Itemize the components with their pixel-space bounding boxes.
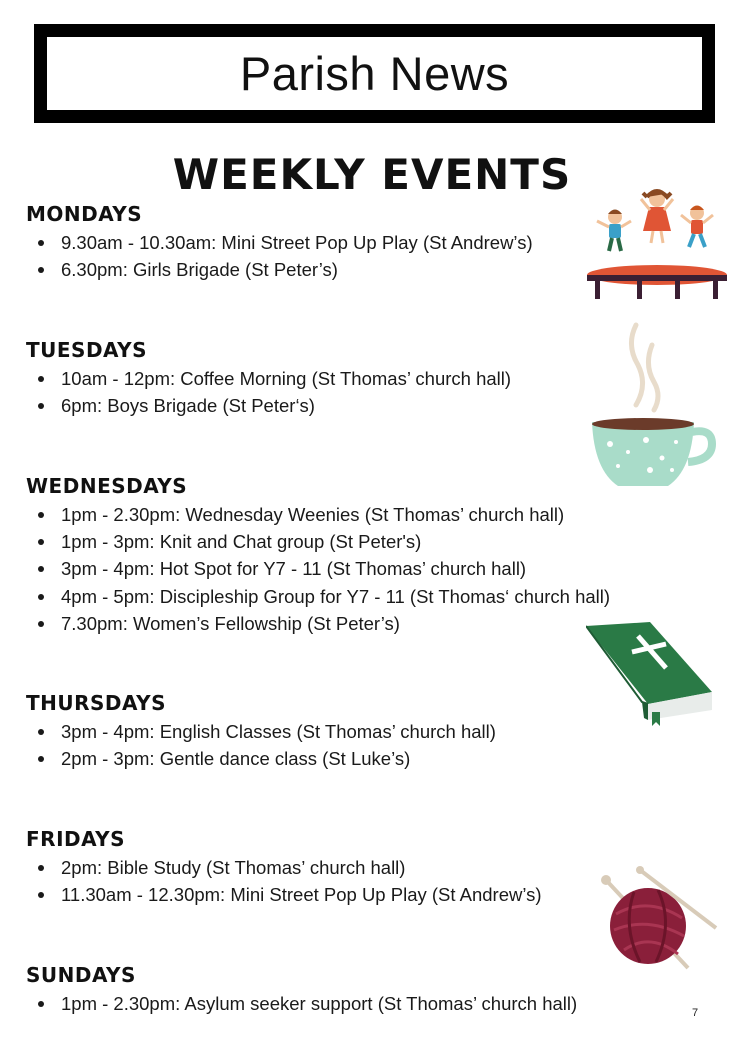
event-item: 3pm - 4pm: English Classes (St Thomas’ church hall): [26, 718, 496, 745]
event-list: [26, 718, 496, 772]
section-sundays: [26, 962, 577, 1017]
day-heading: MONDAYS: [26, 202, 143, 226]
event-item: 1pm - 2.30pm: Asylum seeker support (St Thomas’ church hall): [26, 990, 577, 1017]
event-item: 7.30pm: Women’s Fellowship (St Peter’s): [26, 610, 610, 637]
day-heading: WEDNESDAYS: [26, 474, 188, 498]
masthead-title: Parish News: [239, 47, 510, 100]
event-list: [26, 854, 542, 908]
trampoline-kids-icon: [585, 185, 730, 303]
teacup-icon: [588, 320, 718, 495]
event-item: 6pm: Boys Brigade (St Peter‘s): [26, 392, 511, 419]
event-item: 4pm - 5pm: Discipleship Group for Y7 - 11 (St Thomas‘ church hall): [26, 583, 610, 610]
section-thursdays: [26, 690, 496, 772]
day-heading: SUNDAYS: [26, 963, 136, 987]
event-list: [26, 501, 610, 637]
section-tuesdays: [26, 337, 511, 419]
masthead-box: [34, 24, 715, 123]
bible-icon: [586, 622, 716, 726]
day-heading: FRIDAYS: [26, 827, 126, 851]
section-mondays: [26, 201, 533, 283]
event-item: 2pm: Bible Study (St Thomas’ church hall): [26, 854, 542, 881]
event-item: 11.30am - 12.30pm: Mini Street Pop Up Play (St Andrew’s): [26, 881, 542, 908]
event-list: [26, 229, 533, 283]
page-title: WEEKLY EVENTS: [172, 150, 572, 199]
event-list: [26, 365, 511, 419]
event-item: 1pm - 2.30pm: Wednesday Weenies (St Thomas’ church hall): [26, 501, 610, 528]
event-item: 9.30am - 10.30am: Mini Street Pop Up Play (St Andrew’s): [26, 229, 533, 256]
page-number: 7: [692, 1007, 699, 1019]
section-fridays: [26, 826, 542, 908]
day-heading: TUESDAYS: [26, 338, 148, 362]
event-item: 6.30pm: Girls Brigade (St Peter’s): [26, 256, 533, 283]
event-item: 3pm - 4pm: Hot Spot for Y7 - 11 (St Thomas’ church hall): [26, 555, 610, 582]
event-item: 1pm - 3pm: Knit and Chat group (St Peter's): [26, 528, 610, 555]
event-list: [26, 990, 577, 1017]
yarn-ball-icon: [600, 866, 720, 976]
section-wednesdays: [26, 473, 610, 637]
day-heading: THURSDAYS: [26, 691, 166, 715]
event-item: 2pm - 3pm: Gentle dance class (St Luke’s): [26, 745, 496, 772]
event-item: 10am - 12pm: Coffee Morning (St Thomas’ church hall): [26, 365, 511, 392]
